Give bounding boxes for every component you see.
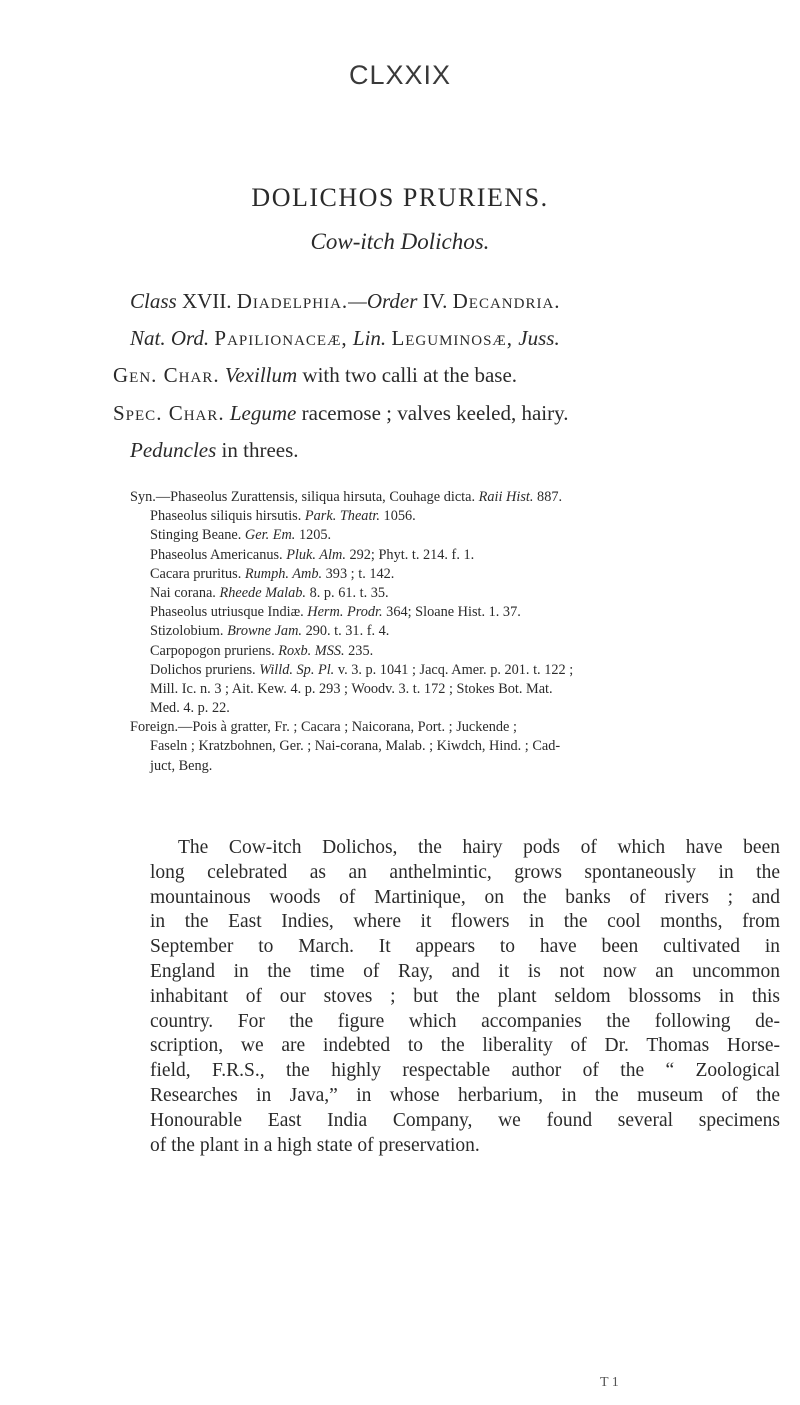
page-folio: CLXXIX xyxy=(348,60,452,90)
synonym-citation: v. 3. p. 1041 ; Jacq. Amer. p. 201. t. 122 ; xyxy=(337,661,574,678)
synonym-reference: Ger. Em. xyxy=(244,527,296,544)
lin-abbrev: Lin. xyxy=(352,326,387,350)
paragraph-line: mountainous woods of Martinique, on the banks of rivers ; and xyxy=(150,886,780,908)
paragraph-line: of the plant in a high state of preservation. xyxy=(150,1134,480,1156)
synonym-entry xyxy=(130,622,780,641)
synonym-reference: Roxb. MSS. xyxy=(278,642,345,659)
spec-char-term: Legume xyxy=(229,401,297,425)
synonym-name: juct, Beng. xyxy=(150,757,213,774)
paragraph-line: England in the time of Ray, and it is not now an uncommon xyxy=(150,960,780,982)
synonym-citation: 292; Phyt. t. 214. f. 1. xyxy=(349,546,475,563)
synonym-citation: 8. p. 61. t. 35. xyxy=(309,584,389,601)
paragraph-line: long celebrated as an anthelmintic, grows spontaneously in the xyxy=(150,861,780,883)
synonym-citation: 235. xyxy=(348,642,374,659)
gen-char-term: Vexillum xyxy=(224,363,298,387)
synonym-name: Mill. Ic. n. 3 ; Ait. Kew. 4. p. 293 ; Woodv. 3. t. 172 ; Stokes Bot. Mat. xyxy=(150,680,553,697)
synonym-name: Carpopogon pruriens. xyxy=(150,642,275,659)
plant-common-name: Cow-itch Dolichos. xyxy=(310,229,490,254)
spec-char-text: racemose ; valves keeled, hairy. xyxy=(301,401,569,425)
class-name: Diadelphia. xyxy=(236,289,349,313)
paragraph-line: in the East Indies, where it flowers in the cool months, from xyxy=(150,911,780,933)
paragraph-line: scription, we are indebted to the liberality of Dr. Thomas Horse- xyxy=(150,1035,780,1057)
synonym-reference: Willd. Sp. Pl. xyxy=(259,661,335,678)
synonym-reference: Rheede Malab. xyxy=(219,584,307,601)
synonym-entry xyxy=(130,737,780,756)
gen-char-text: with two calli at the base. xyxy=(302,363,518,387)
synonym-name: Dolichos pruriens. xyxy=(150,661,256,678)
synonym-citation: 290. t. 31. f. 4. xyxy=(305,623,390,640)
paragraph-line: inhabitant of our stoves ; but the plant seldom blossoms in this xyxy=(150,985,780,1007)
synonym-reference: Pluk. Alm. xyxy=(286,546,346,563)
synonym-citation: 393 ; t. 142. xyxy=(325,565,395,582)
natural-order-line xyxy=(130,326,770,351)
synonym-reference: Herm. Prodr. xyxy=(307,604,383,621)
synonym-name: Foreign.—Pois à gratter, Fr. ; Cacara ; Naicorana, Port. ; Juckende ; xyxy=(130,719,517,736)
signature-mark: T 1 xyxy=(600,1375,619,1390)
class-label: Class xyxy=(130,289,177,313)
juss-abbrev: Juss. xyxy=(518,326,560,350)
family-alt-name: Leguminosæ, xyxy=(391,326,514,350)
specific-character xyxy=(113,401,753,426)
synonym-name: Faseln ; Kratzbohnen, Ger. ; Nai-corana, Malab. ; Kiwdch, Hind. ; Cad- xyxy=(150,738,561,755)
generic-character xyxy=(113,363,753,388)
synonym-name: Phaseolus Americanus. xyxy=(150,546,283,563)
synonym-entry xyxy=(130,565,780,584)
family-name: Papilionaceæ, xyxy=(214,326,348,350)
class-value: XVII. xyxy=(181,289,232,313)
synonym-reference: Rumph. Amb. xyxy=(244,565,323,582)
synonym-name: Stizolobium. xyxy=(150,623,224,640)
synonym-name: Med. 4. p. 22. xyxy=(150,700,230,717)
synonym-citation: 364; Sloane Hist. 1. 37. xyxy=(386,604,521,621)
synonym-entry xyxy=(130,642,780,661)
paragraph-line: Honourable East India Company, we found several specimens xyxy=(150,1109,780,1131)
specific-character-cont xyxy=(130,438,770,463)
synonym-entry xyxy=(130,699,780,718)
paragraph-line: country. For the figure which accompanies the following de- xyxy=(150,1010,780,1032)
description-paragraph xyxy=(150,836,780,1158)
synonym-entry xyxy=(130,488,780,507)
synonym-name: Phaseolus utriusque Indiæ. xyxy=(150,604,304,621)
synonym-name: Nai corana. xyxy=(150,584,216,601)
synonym-entry xyxy=(130,718,780,737)
synonym-name: Syn.—Phaseolus Zurattensis, siliqua hirsuta, Couhage dicta. xyxy=(130,489,476,505)
synonym-entry xyxy=(130,507,780,526)
order-value: IV. xyxy=(422,289,448,313)
order-name: Decandria. xyxy=(452,289,561,313)
spec-char-text2: in threes. xyxy=(221,438,299,462)
synonym-reference: Raii Hist. xyxy=(478,489,534,505)
order-label: —Order xyxy=(348,289,418,313)
synonym-entry xyxy=(130,584,780,603)
gen-char-label: Gen. Char. xyxy=(113,363,220,387)
synonym-citation: 1205. xyxy=(298,527,332,544)
synonym-name: Phaseolus siliquis hirsutis. xyxy=(150,508,302,525)
synonym-citation: 887. xyxy=(537,489,563,505)
spec-char-term2: Peduncles xyxy=(130,438,217,462)
nat-ord-label: Nat. Ord. xyxy=(130,326,210,350)
synonym-entry xyxy=(130,603,780,622)
synonym-reference: Browne Jam. xyxy=(227,623,302,640)
synonym-name: Stinging Beane. xyxy=(150,527,242,544)
synonym-entry xyxy=(130,546,780,565)
class-order-line xyxy=(130,289,770,314)
synonym-entry xyxy=(130,661,780,680)
synonym-entry xyxy=(130,526,780,545)
spec-char-label: Spec. Char. xyxy=(113,401,225,425)
synonym-reference: Park. Theatr. xyxy=(304,508,380,525)
synonymy-list xyxy=(130,488,780,776)
paragraph-line: September to March. It appears to have been cultivated in xyxy=(150,936,780,958)
synonym-name: Cacara pruritus. xyxy=(150,565,242,582)
synonym-entry xyxy=(130,757,780,776)
plant-title: DOLICHOS PRURIENS. xyxy=(251,183,549,212)
synonym-citation: 1056. xyxy=(383,508,416,525)
paragraph-line: The Cow-itch Dolichos, the hairy pods of which have been xyxy=(178,837,780,858)
paragraph-line: Researches in Java,” in whose herbarium, in the museum of the xyxy=(150,1084,780,1106)
synonym-entry xyxy=(130,680,780,699)
paragraph-line: field, F.R.S., the highly respectable author of the “ Zoological xyxy=(150,1060,780,1082)
